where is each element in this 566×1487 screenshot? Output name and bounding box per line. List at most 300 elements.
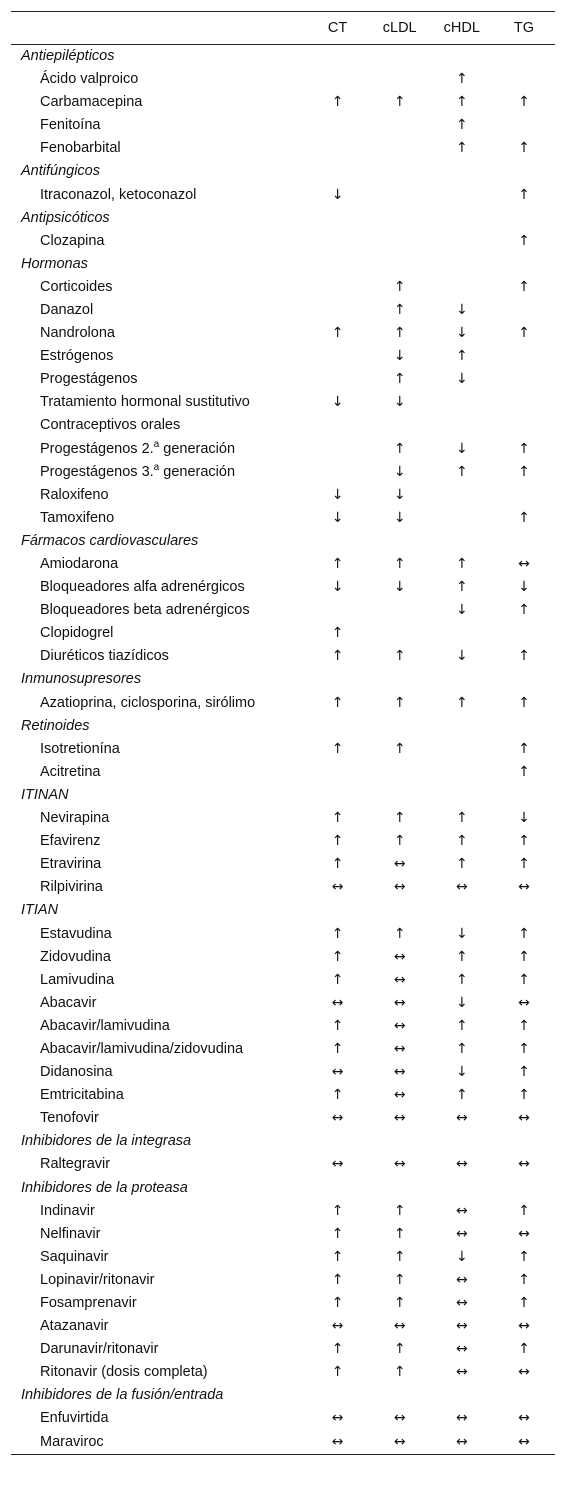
table-row xyxy=(11,1107,555,1130)
cldl-effect-cell: ↑ xyxy=(393,1364,406,1381)
chdl-effect-cell: ↔ xyxy=(455,1341,468,1358)
table-row xyxy=(11,276,555,299)
drug-name: Fosamprenavir xyxy=(40,1295,137,1312)
chdl-effect-cell: ↑ xyxy=(455,94,468,111)
cldl-effect-cell: ↑ xyxy=(393,1341,406,1358)
drug-name: Emtricitabina xyxy=(40,1087,124,1104)
tg-effect-cell: ↑ xyxy=(518,232,530,249)
header-row xyxy=(11,12,555,45)
chdl-effect-cell: ↑ xyxy=(455,833,468,850)
chdl-effect-cell: ↑ xyxy=(455,948,468,965)
category-label: Antifúngicos xyxy=(21,163,100,180)
cldl-effect-cell: ↔ xyxy=(393,971,406,988)
drug-name-cell xyxy=(11,391,307,414)
drug-name-cell xyxy=(11,576,307,599)
cldl-effect-cell: ↓ xyxy=(393,348,406,365)
table-row xyxy=(11,1407,555,1430)
chdl-effect-cell: ↔ xyxy=(455,1202,468,1219)
ct-effect-cell: ↑ xyxy=(331,1225,344,1242)
ct-effect-cell xyxy=(307,368,369,391)
cldl-effect-cell: ↑ xyxy=(393,740,406,757)
drug-name-cell xyxy=(11,761,307,784)
drug-name-cell xyxy=(11,414,307,437)
chdl-effect-cell xyxy=(431,230,493,253)
tg-effect-cell xyxy=(493,68,555,91)
table-row xyxy=(11,322,555,345)
drug-name-cell xyxy=(11,922,307,945)
drug-name-cell xyxy=(11,1084,307,1107)
drug-name-cell xyxy=(11,1015,307,1038)
header-ct: CT xyxy=(307,12,369,45)
chdl-effect-cell: ↓ xyxy=(455,1248,468,1265)
drug-name-cell xyxy=(11,276,307,299)
tg-effect-cell: ↔ xyxy=(518,879,530,896)
drug-name-cell xyxy=(11,969,307,992)
table-row xyxy=(11,68,555,91)
drug-name-cell xyxy=(11,692,307,715)
ct-effect-cell xyxy=(307,276,369,299)
drug-name-cell xyxy=(11,830,307,853)
drug-name: Etravirina xyxy=(40,856,102,873)
drug-name-cell xyxy=(11,1153,307,1176)
drug-name: Clozapina xyxy=(40,232,105,249)
tg-effect-cell: ↔ xyxy=(518,1364,530,1381)
tg-effect-cell: ↑ xyxy=(518,948,530,965)
tg-effect-cell: ↔ xyxy=(518,556,530,573)
drug-name: Atazanavir xyxy=(40,1318,109,1335)
cldl-effect-cell xyxy=(369,622,431,645)
drug-name: Enfuvirtida xyxy=(40,1410,109,1427)
tg-effect-cell: ↑ xyxy=(518,740,530,757)
cldl-effect-cell: ↔ xyxy=(393,879,406,896)
ct-effect-cell: ↑ xyxy=(331,948,344,965)
cldl-effect-cell: ↑ xyxy=(393,1295,406,1312)
chdl-effect-cell: ↓ xyxy=(455,648,468,665)
table-row xyxy=(11,114,555,137)
table-row xyxy=(11,391,555,414)
chdl-effect-cell: ↑ xyxy=(455,1040,468,1057)
tg-effect-cell: ↑ xyxy=(518,925,530,942)
cldl-effect-cell: ↑ xyxy=(393,1202,406,1219)
drug-name-cell xyxy=(11,876,307,899)
category-label: Antiepilépticos xyxy=(21,48,115,64)
tg-effect-cell: ↑ xyxy=(518,325,530,342)
drug-name: Estrógenos xyxy=(40,348,114,365)
table-row xyxy=(11,599,555,622)
ct-effect-cell: ↑ xyxy=(331,810,344,827)
ct-effect-cell xyxy=(307,761,369,784)
cldl-effect-cell xyxy=(369,761,431,784)
ct-effect-cell: ↑ xyxy=(331,1295,344,1312)
drug-name-cell xyxy=(11,946,307,969)
tg-effect-cell xyxy=(493,622,555,645)
ct-effect-cell xyxy=(307,599,369,622)
chdl-effect-cell: ↑ xyxy=(455,140,468,157)
cldl-effect-cell xyxy=(369,114,431,137)
table-row xyxy=(11,553,555,576)
tg-effect-cell xyxy=(493,484,555,507)
drug-name-cell xyxy=(11,1407,307,1430)
chdl-effect-cell xyxy=(431,738,493,761)
cldl-effect-cell xyxy=(369,414,431,437)
table-row xyxy=(11,876,555,899)
ct-effect-cell: ↔ xyxy=(331,1110,344,1127)
drug-name: Fenitoína xyxy=(40,117,101,134)
drug-name: Tamoxifeno xyxy=(40,509,115,526)
chdl-effect-cell: ↓ xyxy=(455,440,468,457)
cldl-effect-cell xyxy=(369,230,431,253)
ct-effect-cell: ↑ xyxy=(331,925,344,942)
drug-name: Acitretina xyxy=(40,763,101,780)
drug-name-cell xyxy=(11,368,307,391)
tg-effect-cell: ↑ xyxy=(518,94,530,111)
table-row xyxy=(11,1153,555,1176)
drug-name-cell xyxy=(11,137,307,160)
ct-effect-cell: ↔ xyxy=(331,994,344,1011)
ct-effect-cell: ↓ xyxy=(331,186,344,203)
drug-name-cell xyxy=(11,1200,307,1223)
tg-effect-cell: ↔ xyxy=(518,994,530,1011)
category-row xyxy=(11,45,555,69)
table-row xyxy=(11,1200,555,1223)
chdl-effect-cell: ↓ xyxy=(455,325,468,342)
chdl-effect-cell: ↑ xyxy=(455,556,468,573)
tg-effect-cell: ↑ xyxy=(518,856,530,873)
chdl-effect-cell: ↔ xyxy=(455,1271,468,1288)
tg-effect-cell: ↑ xyxy=(518,1202,530,1219)
tg-effect-cell: ↑ xyxy=(518,763,530,780)
drug-name: Amiodarona xyxy=(40,556,119,573)
drug-name: Estavudina xyxy=(40,925,112,942)
tg-effect-cell xyxy=(493,114,555,137)
tg-effect-cell: ↓ xyxy=(518,810,530,827)
drug-name-cell xyxy=(11,1361,307,1384)
category-label: ITINAN xyxy=(21,786,69,803)
tg-effect-cell: ↔ xyxy=(518,1410,530,1427)
tg-effect-cell: ↑ xyxy=(518,971,530,988)
chdl-effect-cell xyxy=(431,761,493,784)
ct-effect-cell xyxy=(307,438,369,461)
tg-effect-cell: ↑ xyxy=(518,463,530,480)
chdl-effect-cell: ↑ xyxy=(455,348,468,365)
chdl-effect-cell: ↓ xyxy=(455,371,468,388)
drug-name: Raltegravir xyxy=(40,1156,111,1173)
chdl-effect-cell: ↑ xyxy=(455,810,468,827)
ct-effect-cell: ↔ xyxy=(331,1410,344,1427)
category-row xyxy=(11,253,555,276)
drug-name-cell xyxy=(11,1107,307,1130)
tg-effect-cell: ↔ xyxy=(493,1431,555,1455)
drug-name: Abacavir/lamivudina/zidovudina xyxy=(40,1040,244,1057)
tg-effect-cell: ↑ xyxy=(518,140,530,157)
drug-name: Fenobarbital xyxy=(40,140,121,157)
category-label: Fármacos cardiovasculares xyxy=(21,532,199,549)
ct-effect-cell: ↑ xyxy=(331,1364,344,1381)
drug-name-cell xyxy=(11,1292,307,1315)
category-row xyxy=(11,784,555,807)
tg-effect-cell: ↑ xyxy=(518,278,530,295)
drug-name-suffix: generación xyxy=(159,463,236,480)
ct-effect-cell xyxy=(307,461,369,484)
cldl-effect-cell: ↑ xyxy=(393,94,406,111)
header-tg: TG xyxy=(493,12,555,45)
drug-name: Ácido valproico xyxy=(40,71,139,88)
table-row xyxy=(11,738,555,761)
drug-name: Itraconazol, ketoconazol xyxy=(40,186,197,203)
drug-name: Darunavir/ritonavir xyxy=(40,1341,159,1358)
chdl-effect-cell: ↑ xyxy=(455,1087,468,1104)
ct-effect-cell: ↑ xyxy=(331,1017,344,1034)
chdl-effect-cell: ↑ xyxy=(455,694,468,711)
drug-name: Efavirenz xyxy=(40,833,101,850)
cldl-effect-cell: ↑ xyxy=(393,925,406,942)
category-row xyxy=(11,1177,555,1200)
table-row xyxy=(11,345,555,368)
drug-name-cell xyxy=(11,484,307,507)
ct-effect-cell: ↑ xyxy=(331,1271,344,1288)
tg-effect-cell: ↔ xyxy=(518,1156,530,1173)
header-cldl: cLDL xyxy=(369,12,431,45)
tg-effect-cell: ↑ xyxy=(518,648,530,665)
chdl-effect-cell xyxy=(431,484,493,507)
drug-name-cell xyxy=(11,622,307,645)
cldl-effect-cell: ↑ xyxy=(393,371,406,388)
cldl-effect-cell: ↔ xyxy=(393,1087,406,1104)
drug-name: Danazol xyxy=(40,301,94,318)
drug-name-suffix: generación xyxy=(159,440,236,457)
chdl-effect-cell xyxy=(431,622,493,645)
ct-effect-cell: ↑ xyxy=(331,1087,344,1104)
drug-name: Progestágenos 3. xyxy=(40,463,154,480)
tg-effect-cell: ↑ xyxy=(518,833,530,850)
drug-name-cell xyxy=(11,1246,307,1269)
table-row xyxy=(11,576,555,599)
cldl-effect-cell: ↑ xyxy=(393,810,406,827)
table-row xyxy=(11,946,555,969)
cldl-effect-cell: ↔ xyxy=(393,1110,406,1127)
tg-effect-cell xyxy=(493,299,555,322)
table-row xyxy=(11,461,555,484)
cldl-effect-cell: ↑ xyxy=(393,556,406,573)
category-row xyxy=(11,1130,555,1153)
tg-effect-cell: ↔ xyxy=(518,1110,530,1127)
cldl-effect-cell: ↓ xyxy=(393,486,406,503)
category-label: Hormonas xyxy=(21,255,88,272)
drug-name-cell xyxy=(11,68,307,91)
tg-effect-cell: ↑ xyxy=(518,186,530,203)
category-label: Retinoides xyxy=(21,717,90,734)
cldl-effect-cell xyxy=(369,68,431,91)
cldl-effect-cell xyxy=(369,183,431,206)
drug-name: Bloqueadores beta adrenérgicos xyxy=(40,602,250,619)
table-row xyxy=(11,622,555,645)
ct-effect-cell: ↑ xyxy=(331,1202,344,1219)
chdl-effect-cell: ↔ xyxy=(455,1156,468,1173)
cldl-effect-cell: ↑ xyxy=(393,440,406,457)
table-row xyxy=(11,438,555,461)
category-label: Inmunosupresores xyxy=(21,671,142,688)
chdl-effect-cell: ↑ xyxy=(455,71,468,88)
ct-effect-cell xyxy=(307,68,369,91)
drug-name: Maraviroc xyxy=(40,1433,104,1450)
chdl-effect-cell: ↔ xyxy=(455,1225,468,1242)
tg-effect-cell: ↑ xyxy=(518,1295,530,1312)
chdl-effect-cell: ↓ xyxy=(455,994,468,1011)
category-label: Inhibidores de la fusión/entrada xyxy=(21,1387,224,1404)
drug-name-cell xyxy=(11,322,307,345)
drug-name: Lamivudina xyxy=(40,971,115,988)
drug-name-cell xyxy=(11,91,307,114)
cldl-effect-cell: ↔ xyxy=(393,1410,406,1427)
cldl-effect-cell: ↔ xyxy=(393,1156,406,1173)
cldl-effect-cell: ↔ xyxy=(393,948,406,965)
ct-effect-cell: ↔ xyxy=(331,879,344,896)
ct-effect-cell: ↑ xyxy=(331,740,344,757)
table-row xyxy=(11,183,555,206)
cldl-effect-cell: ↑ xyxy=(393,278,406,295)
chdl-effect-cell: ↑ xyxy=(455,856,468,873)
tg-effect-cell: ↑ xyxy=(518,1040,530,1057)
ct-effect-cell xyxy=(307,414,369,437)
ct-effect-cell xyxy=(307,299,369,322)
table-row xyxy=(11,1223,555,1246)
table-header xyxy=(11,12,555,45)
table-row xyxy=(11,1431,555,1455)
drug-name: Progestágenos xyxy=(40,371,138,388)
ct-effect-cell xyxy=(307,345,369,368)
ct-effect-cell: ↑ xyxy=(331,625,344,642)
cldl-effect-cell: ↑ xyxy=(393,301,406,318)
table-row xyxy=(11,230,555,253)
cldl-effect-cell: ↓ xyxy=(393,509,406,526)
drug-name-cell xyxy=(11,1223,307,1246)
cldl-effect-cell: ↑ xyxy=(393,1225,406,1242)
drug-name: Didanosina xyxy=(40,1064,113,1081)
drug-name: Contraceptivos orales xyxy=(40,417,181,434)
ct-effect-cell: ↑ xyxy=(331,833,344,850)
table-row xyxy=(11,1015,555,1038)
chdl-effect-cell xyxy=(431,183,493,206)
ct-effect-cell: ↑ xyxy=(331,556,344,573)
drug-name: Carbamacepina xyxy=(40,94,143,111)
ct-effect-cell: ↔ xyxy=(331,1156,344,1173)
ordinal-superscript: a xyxy=(153,461,160,473)
chdl-effect-cell: ↓ xyxy=(455,301,468,318)
ct-effect-cell: ↑ xyxy=(331,694,344,711)
chdl-effect-cell xyxy=(431,507,493,530)
chdl-effect-cell xyxy=(431,391,493,414)
category-row xyxy=(11,1384,555,1407)
chdl-effect-cell: ↔ xyxy=(455,1295,468,1312)
cldl-effect-cell: ↔ xyxy=(393,1318,406,1335)
table-row xyxy=(11,692,555,715)
tg-effect-cell: ↑ xyxy=(518,1271,530,1288)
drug-name-cell xyxy=(11,299,307,322)
category-label: Inhibidores de la proteasa xyxy=(21,1179,188,1196)
ct-effect-cell: ↔ xyxy=(331,1064,344,1081)
drug-name: Zidovudina xyxy=(40,948,111,965)
ct-effect-cell xyxy=(307,114,369,137)
table-body xyxy=(11,45,555,1455)
drug-name-cell xyxy=(11,461,307,484)
drug-name-cell xyxy=(11,645,307,668)
drug-name-cell xyxy=(11,738,307,761)
cldl-effect-cell: ↔ xyxy=(369,1431,431,1455)
ct-effect-cell: ↑ xyxy=(331,1248,344,1265)
tg-effect-cell: ↑ xyxy=(518,1087,530,1104)
ct-effect-cell: ↓ xyxy=(331,394,344,411)
table-row xyxy=(11,137,555,160)
cldl-effect-cell: ↔ xyxy=(393,1040,406,1057)
cldl-effect-cell: ↔ xyxy=(393,856,406,873)
drug-name-cell xyxy=(11,438,307,461)
cldl-effect-cell: ↑ xyxy=(393,325,406,342)
ct-effect-cell: ↑ xyxy=(331,648,344,665)
cldl-effect-cell xyxy=(369,599,431,622)
category-label: Antipsicóticos xyxy=(21,209,110,226)
drug-name: Clopidogrel xyxy=(40,625,114,642)
cldl-effect-cell: ↔ xyxy=(393,1064,406,1081)
tg-effect-cell: ↑ xyxy=(518,694,530,711)
lipid-effects-table-container xyxy=(11,11,555,1455)
table-row xyxy=(11,992,555,1015)
tg-effect-cell xyxy=(493,391,555,414)
table-row xyxy=(11,507,555,530)
table-row xyxy=(11,484,555,507)
drug-name-cell xyxy=(11,1338,307,1361)
ct-effect-cell: ↑ xyxy=(331,856,344,873)
chdl-effect-cell: ↓ xyxy=(455,602,468,619)
table-row xyxy=(11,830,555,853)
table-row xyxy=(11,1292,555,1315)
ct-effect-cell: ↑ xyxy=(331,325,344,342)
chdl-effect-cell: ↔ xyxy=(455,1364,468,1381)
table-row xyxy=(11,1315,555,1338)
drug-name-cell xyxy=(11,1315,307,1338)
category-row xyxy=(11,160,555,183)
chdl-effect-cell: ↓ xyxy=(455,925,468,942)
drug-name: Indinavir xyxy=(40,1202,95,1219)
tg-effect-cell: ↑ xyxy=(518,509,530,526)
drug-name-cell xyxy=(11,853,307,876)
table-row xyxy=(11,1246,555,1269)
drug-name-cell xyxy=(11,599,307,622)
category-label: Inhibidores de la integrasa xyxy=(21,1133,192,1150)
drug-name-cell xyxy=(11,507,307,530)
drug-name-cell xyxy=(11,114,307,137)
tg-effect-cell: ↔ xyxy=(518,1318,530,1335)
table-row xyxy=(11,368,555,391)
chdl-effect-cell: ↑ xyxy=(455,463,468,480)
table-row xyxy=(11,853,555,876)
drug-name: Rilpivirina xyxy=(40,879,103,896)
drug-name: Nandrolona xyxy=(40,325,115,342)
table-row xyxy=(11,922,555,945)
ct-effect-cell: ↓ xyxy=(331,509,344,526)
category-row xyxy=(11,530,555,553)
cldl-effect-cell: ↑ xyxy=(393,1248,406,1265)
ct-effect-cell: ↑ xyxy=(331,94,344,111)
chdl-effect-cell: ↓ xyxy=(455,1064,468,1081)
ordinal-superscript: a xyxy=(153,438,160,450)
chdl-effect-cell: ↔ xyxy=(455,879,468,896)
tg-effect-cell xyxy=(493,368,555,391)
tg-effect-cell xyxy=(493,414,555,437)
drug-name-cell xyxy=(11,1269,307,1292)
drug-name: Bloqueadores alfa adrenérgicos xyxy=(40,579,245,596)
table-row xyxy=(11,807,555,830)
ct-effect-cell: ↔ xyxy=(307,1431,369,1455)
